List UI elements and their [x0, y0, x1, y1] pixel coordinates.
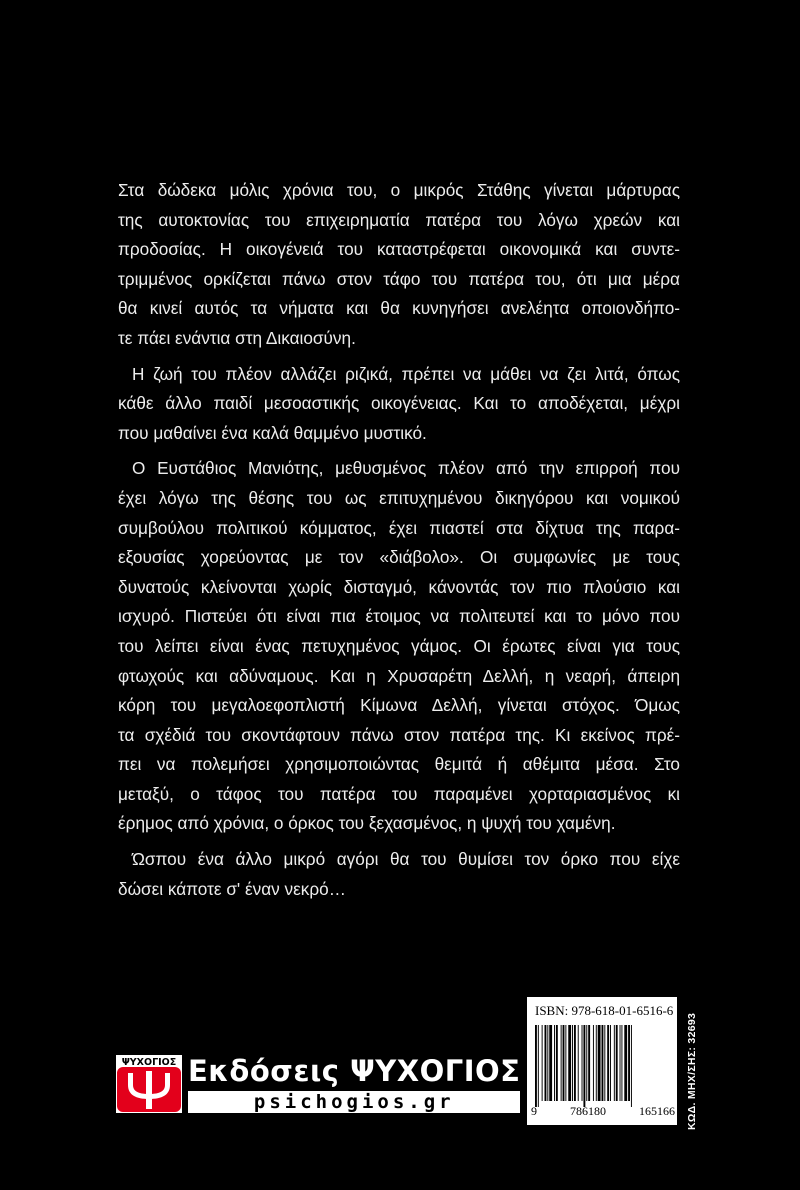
blurb-line: Ο Ευστάθιος Μανιότης, μεθυσμένος πλέον από την επιρροή που [132, 458, 680, 479]
barcode-bar [556, 1025, 558, 1101]
publisher-url: psichogios.gr [188, 1091, 520, 1113]
blurb-paragraph [118, 176, 680, 354]
barcode-bars [533, 1025, 673, 1107]
blurb-line: ισχυρό. Πιστεύει ότι είναι πια έτοιμος να πολιτευτεί και το μόνο που [118, 606, 680, 627]
blurb-line: προδοσίας. Η οικογένειά του καταστρέφεται οικονομικά και συντε- [118, 239, 680, 260]
blurb-line: τε πάει ενάντια στη Δικαιοσύνη. [118, 327, 356, 348]
barcode-digit-group-right: 165166 [639, 1104, 675, 1118]
blurb-line: συμβούλου πολιτικού κόμματος, έχει πιαστεί στα δίχτυα της παρα- [118, 517, 680, 538]
blurb-paragraph [118, 360, 680, 449]
barcode-bar [572, 1025, 573, 1101]
blurb-line: τριμμένος ορκίζεται πάνω στον τάφο του πατέρα του, ότι μια μέρα [118, 268, 680, 289]
blurb-line: έχει λόγω της θέσης του ως επιτυχημένου δικηγόρου και νομικού [118, 487, 680, 508]
barcode-bar [610, 1025, 611, 1101]
barcode-bar [620, 1025, 621, 1101]
publisher-logo [116, 1054, 520, 1114]
barcode-bar [621, 1025, 622, 1101]
barcode-bar [538, 1025, 539, 1107]
blurb-line: τα σχέδιά του σκοντάφτουν πάνω στον πατέρα της. Κι εκείνος πρέ- [118, 724, 680, 745]
isbn-label: ISBN: 978-618-01-6516-6 [535, 1003, 674, 1018]
barcode-bar [547, 1025, 548, 1101]
blurb-line: της αυτοκτονίας του επιχειρηματία πατέρα του λόγω χρεών και [118, 209, 680, 230]
barcode-bar [604, 1025, 605, 1101]
publisher-name: Εκδόσεις ΨΥΧΟΓΙΟΣ [188, 1054, 521, 1088]
blurb-paragraph [118, 454, 680, 839]
isbn-barcode [527, 997, 677, 1125]
barcode-bar [624, 1025, 627, 1101]
barcode-bar [602, 1025, 604, 1101]
blurb-line: του λείπει είναι ένας πετυχημένος γάμος. Οι έρωτες είναι για τους [118, 635, 680, 656]
barcode-bar [568, 1025, 571, 1101]
blurb-line: δώσει κάποτε σ' έναν νεκρό… [118, 878, 346, 899]
blurb-line: δυνατούς κλείνονται χωρίς δισταγμό, κάνοντάς τον πιο πλούσιο και [118, 576, 680, 597]
blurb-line: μεταξύ, ο τάφος του πατέρα του παραμένει χορταριασμένος κι [118, 783, 680, 804]
blurb-line: που μαθαίνει ένα καλά θαμμένο μυστικό. [118, 422, 427, 443]
barcode-bar [535, 1025, 537, 1107]
barcode-bar [549, 1025, 552, 1101]
blurb-text [118, 176, 680, 904]
emblem-caption: ΨΥΧΟΓΙΟΣ [121, 1057, 177, 1068]
blurb-line: εξουσίας χορεύοντας με τον «διάβολο». Οι συμφωνίες με τους [118, 547, 680, 568]
barcode-bar [545, 1025, 547, 1101]
barcode-bar [596, 1025, 597, 1101]
blurb-line: πει να πολεμήσει χρησιμοποιώντας θεμιτά ή αθέμιτα μέσα. Στο [118, 754, 680, 775]
blurb-line: κάθε άλλο παιδί μεσοαστικής οικογένειας. Και το αποδέχεται, μέχρι [118, 393, 680, 414]
barcode-digits [531, 1104, 675, 1119]
blurb-paragraph [118, 845, 680, 904]
blurb-line: Ώσπου ένα άλλο μικρό αγόρι θα του θυμίσει τον όρκο που είχε [132, 849, 680, 870]
blurb-line: κόρη του μεγαλοεφοπλιστή Κίμωνα Δελλή, γίνεται στόχος. Όμως [118, 695, 680, 716]
barcode-bar [578, 1025, 579, 1101]
barcode-bar [565, 1025, 566, 1101]
barcode-bar [586, 1025, 587, 1101]
barcode-bar [628, 1025, 630, 1101]
psi-emblem-icon [116, 1055, 182, 1113]
barcode-bar [593, 1025, 594, 1101]
barcode-bar [607, 1025, 609, 1101]
barcode-bar [561, 1025, 562, 1101]
barcode-bar [542, 1025, 543, 1101]
blurb-line: έρημος από χρόνια, ο όρκος του ξεχασμένος, η ψυχή του χαμένη. [118, 813, 616, 834]
barcode-bar [554, 1025, 555, 1101]
barcode-digit-prefix: 9 [531, 1104, 537, 1118]
blurb-line: φτωχούς και αδύναμους. Και η Χρυσαρέτη Δελλή, η νεαρή, άπειρη [118, 665, 680, 686]
barcode-bar [583, 1025, 585, 1107]
barcode-bar [588, 1025, 590, 1101]
barcode-digit-group-left: 786180 [570, 1104, 606, 1118]
barcode-bar [574, 1025, 576, 1101]
side-code: ΚΩΔ. ΜΗΧ/ΣΗΣ: 32693 [686, 1012, 698, 1130]
blurb-line: Στα δώδεκα μόλις χρόνια του, ο μικρός Στάθης γίνεται μάρτυρας [118, 180, 680, 200]
blurb-line: Η ζωή του πλέον αλλάζει ριζικά, πρέπει να μάθει να ζει λιτά, όπως [132, 363, 680, 384]
blurb-line: θα κινεί αυτός τα νήματα και θα κυνηγήσει ανελέητα οποιονδήπο- [118, 298, 680, 319]
barcode-bar [614, 1025, 615, 1101]
barcode-bar [616, 1025, 618, 1101]
barcode-bar [598, 1025, 601, 1101]
barcode-bar [563, 1025, 565, 1101]
barcode-bar [631, 1025, 632, 1107]
barcode-bar [582, 1025, 583, 1101]
